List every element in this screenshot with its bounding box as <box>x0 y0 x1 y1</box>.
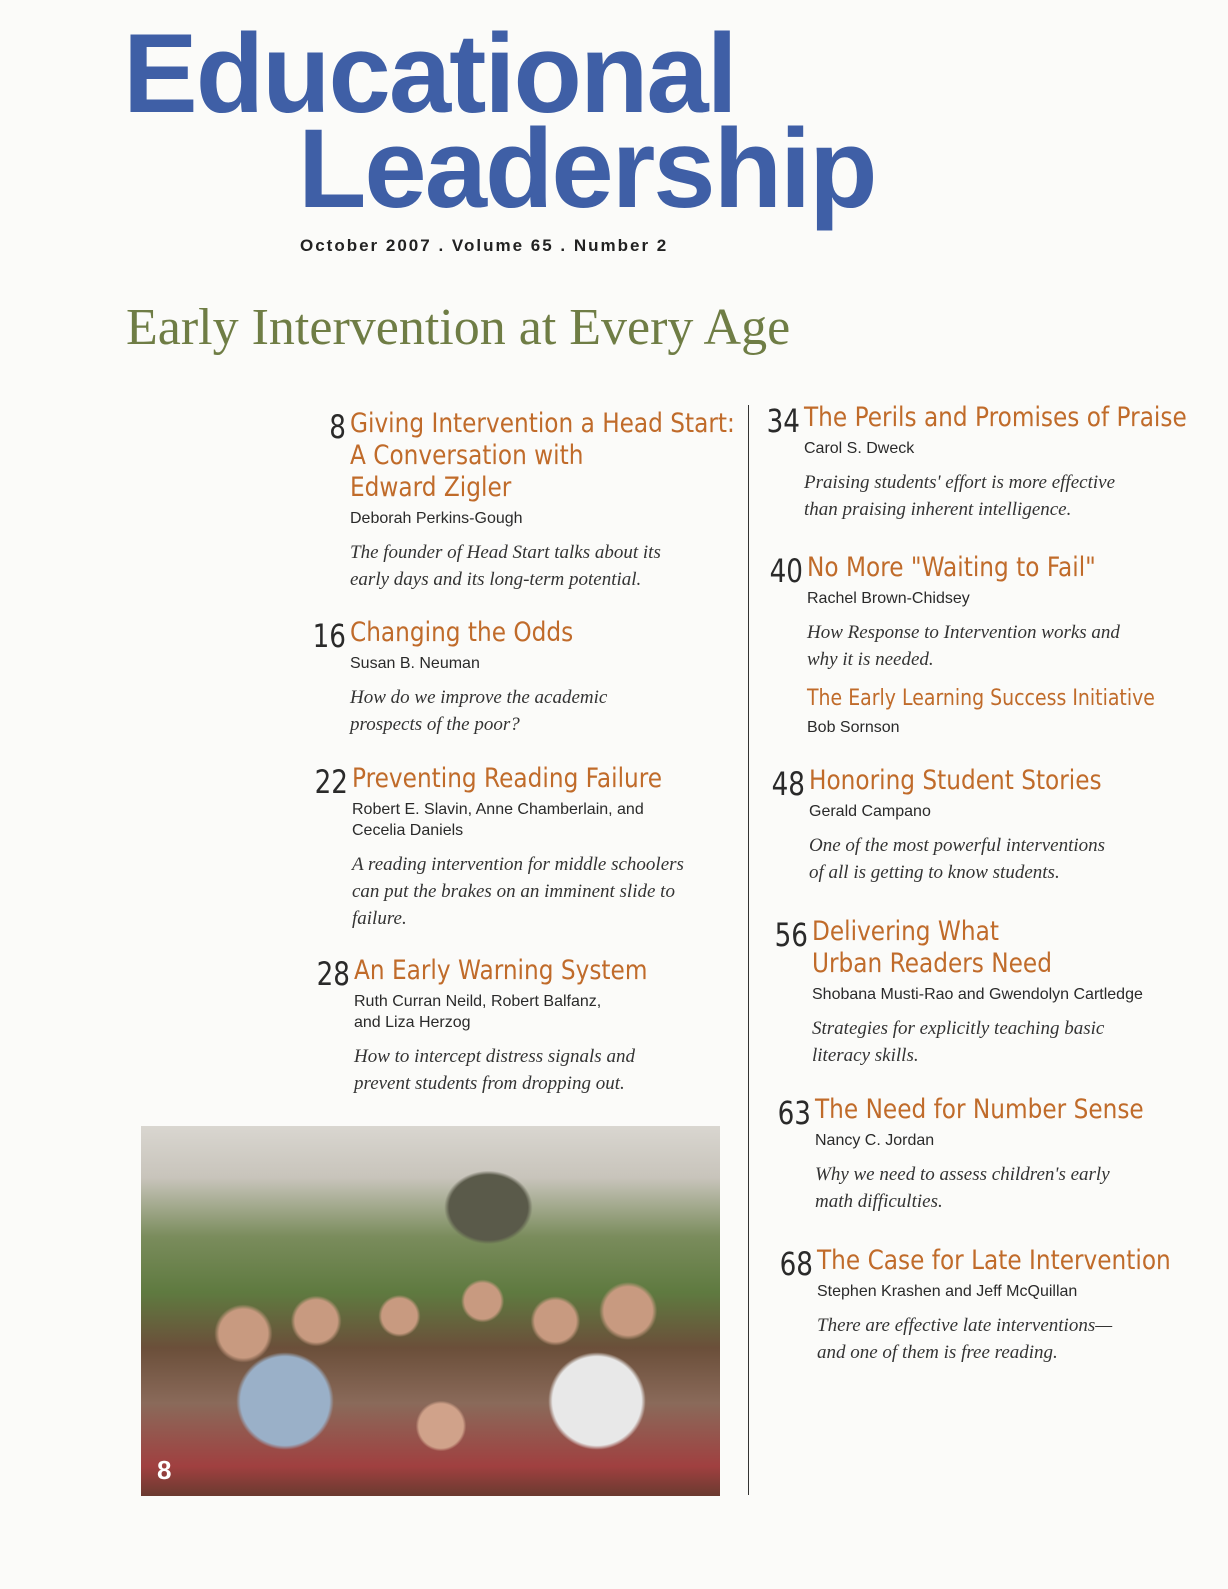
article-author: Robert E. Slavin, Anne Chamberlain, and Cecelia Daniels <box>352 801 644 839</box>
article-title: Honoring Student Stories <box>809 765 1102 796</box>
article-author: Shobana Musti-Rao and Gwendolyn Cartledge <box>812 986 1143 1003</box>
article-author: Stephen Krashen and Jeff McQuillan <box>817 1283 1078 1300</box>
article-title: The Perils and Promises of Praise <box>804 402 1187 433</box>
masthead-line-2: Leadership <box>298 106 876 231</box>
page-number: 16 <box>312 617 346 655</box>
page-number: 68 <box>779 1245 813 1283</box>
article-description: How Response to Intervention works and why it is needed. <box>807 622 1120 670</box>
photo-page-label: 8 <box>157 1455 172 1485</box>
article-title: An Early Warning System <box>354 955 648 986</box>
page-number: 48 <box>771 765 805 803</box>
cover-photo-children <box>141 1126 720 1496</box>
article-title: Delivering What Urban Readers Need <box>812 916 1052 979</box>
page-number: 34 <box>766 402 800 440</box>
article-title: Giving Intervention a Head Start: A Conversation with Edward Zigler <box>350 408 735 503</box>
article-title: Changing the Odds <box>350 617 574 648</box>
article-author: Carol S. Dweck <box>804 440 915 457</box>
page-number: 28 <box>316 955 350 993</box>
article-description: A reading intervention for middle schoolers can put the brakes on an imminent slide to failure. <box>352 854 684 929</box>
article-description: Why we need to assess children's early math difficulties. <box>815 1164 1110 1212</box>
page-number: 63 <box>777 1094 811 1132</box>
issue-theme-title: Early Intervention at Every Age <box>126 299 791 356</box>
sidebar-article-title: The Early Learning Success Initiative <box>807 686 1155 711</box>
article-author: Gerald Campano <box>809 803 931 820</box>
article-author: Rachel Brown-Chidsey <box>807 590 970 607</box>
sidebar-article-author: Bob Sornson <box>807 719 900 736</box>
article-author: Ruth Curran Neild, Robert Balfanz, and Liza Herzog <box>354 993 602 1031</box>
article-description: How to intercept distress signals and prevent students from dropping out. <box>354 1046 635 1094</box>
issue-info: October 2007 . Volume 65 . Number 2 <box>300 236 669 255</box>
page-number: 8 <box>329 408 346 446</box>
article-description: One of the most powerful interventions of all is getting to know students. <box>809 835 1106 883</box>
article-description: Strategies for explicitly teaching basic literacy skills. <box>812 1018 1105 1066</box>
article-title: The Need for Number Sense <box>815 1094 1144 1125</box>
article-description: There are effective late interventions— and one of them is free reading. <box>817 1315 1113 1363</box>
article-author: Deborah Perkins-Gough <box>350 510 523 527</box>
article-author: Nancy C. Jordan <box>815 1132 935 1149</box>
article-description: The founder of Head Start talks about its early days and its long-term potential. <box>350 542 661 590</box>
page-number: 22 <box>314 763 348 801</box>
article-author: Susan B. Neuman <box>350 655 480 672</box>
article-title: No More "Waiting to Fail" <box>807 552 1096 583</box>
article-description: How do we improve the academic prospects of the poor? <box>350 687 608 735</box>
page-number: 56 <box>774 916 808 954</box>
article-title: The Case for Late Intervention <box>817 1245 1171 1276</box>
article-title: Preventing Reading Failure <box>352 763 663 794</box>
children-group-photo <box>181 1246 701 1496</box>
masthead-line-1: Educational <box>123 11 736 136</box>
article-description: Praising students' effort is more effective than praising inherent intelligence. <box>804 472 1116 520</box>
page-number: 40 <box>769 552 803 590</box>
